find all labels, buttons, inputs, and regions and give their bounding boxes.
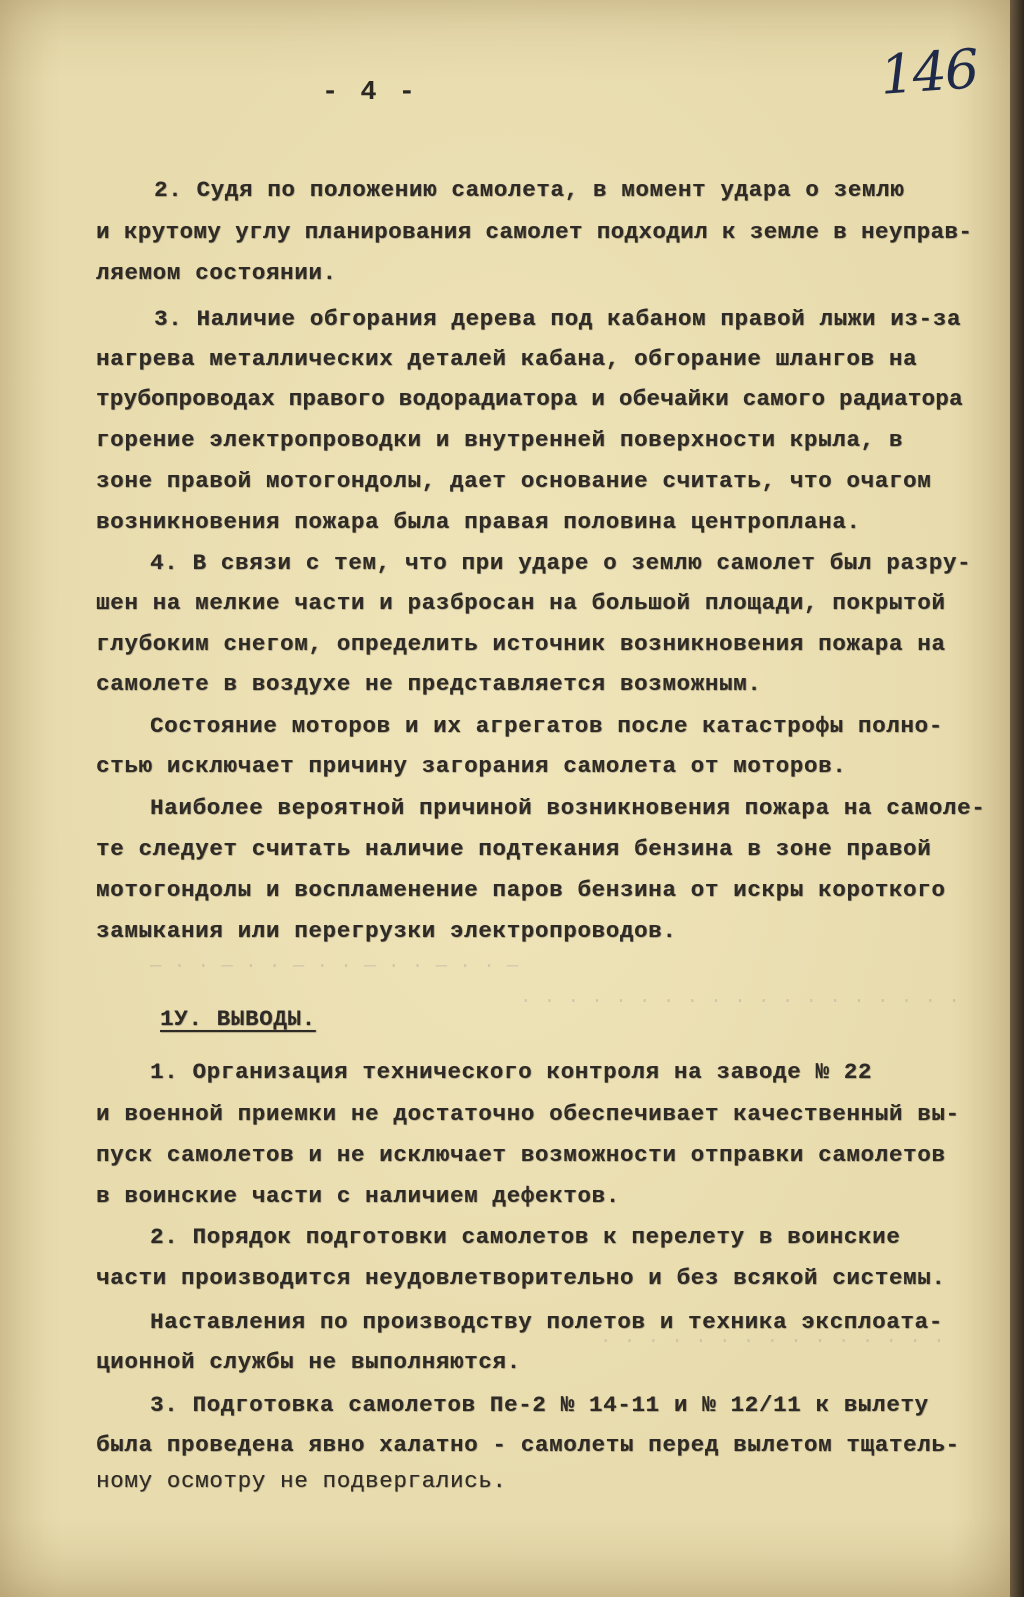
paragraph-line: и крутому углу планирования самолет подходил к земле в неуправ- — [96, 219, 973, 245]
paragraph-line: трубопроводах правого водорадиатора и обечайки самого радиатора — [96, 386, 963, 412]
paragraph-line: ному осмотру не подвергались. — [96, 1468, 507, 1494]
paragraph-line: зоне правой мотогондолы, дает основание считать, что очагом — [96, 468, 932, 494]
paragraph-line: 1. Организация технического контроля на заводе № 22 — [150, 1059, 873, 1085]
bleed-through-text: · · · · · · · · · · · · · · · — [600, 1330, 946, 1352]
paragraph-line: Наиболее вероятной причиной возникновения пожара на самоле- — [150, 795, 986, 821]
paragraph-line: те следует считать наличие подтекания бензина в зоне правой — [96, 836, 932, 862]
paragraph-line: ционной службы не выполняются. — [96, 1349, 521, 1375]
paragraph-line: шен на мелкие части и разбросан на большой площади, покрытой — [96, 590, 946, 616]
archive-page-stamp: 146 — [878, 37, 980, 107]
paragraph-line: 2. Судя по положению самолета, в момент удара о землю — [154, 177, 905, 203]
paragraph-line: Состояние моторов и их агрегатов после катастрофы полно- — [150, 713, 943, 739]
paragraph-line: была проведена явно халатно - самолеты перед вылетом тщатель- — [96, 1432, 960, 1458]
paragraph-line: самолете в воздухе не представляется возможным. — [96, 671, 762, 697]
paragraph-line: и военной приемки не достаточно обеспечивает качественный вы- — [96, 1101, 960, 1127]
paragraph-line: мотогондолы и воспламенение паров бензина от искры короткого — [96, 877, 946, 903]
paragraph-line: замыкания или перегрузки электропроводов. — [96, 918, 677, 944]
paragraph-line: нагрева металлических деталей кабана, обгорание шлангов на — [96, 346, 918, 372]
page-number: - 4 - — [321, 78, 418, 108]
paragraph-line: стью исключает причину загорания самолета от моторов. — [96, 753, 847, 779]
paragraph-line: ляемом состоянии. — [96, 260, 337, 286]
paragraph-line: Наставления по производству полетов и техника эксплоата- — [150, 1309, 943, 1335]
paragraph-line: 3. Подготовка самолетов Пе-2 № 14-11 и № 12/11 к вылету — [150, 1392, 929, 1418]
page-edge-shadow — [1010, 0, 1024, 1597]
paragraph-line: глубоким снегом, определить источник возникновения пожара на — [96, 631, 946, 657]
section-heading: 1У. ВЫВОДЫ. — [160, 1006, 316, 1032]
paragraph-line: части производится неудовлетворительно и без всякой системы. — [96, 1265, 946, 1291]
paragraph-line: в воинские части с наличием дефектов. — [96, 1183, 620, 1209]
paragraph-line: 2. Порядок подготовки самолетов к перелету в воинские — [150, 1224, 901, 1250]
paragraph-line: 4. В связи с тем, что при ударе о землю самолет был разру- — [150, 550, 972, 576]
paragraph-line: горение электропроводки и внутренней поверхности крыла, в — [96, 427, 904, 453]
bleed-through-text: · · · · · · · · · · · · · · · · · · · — [520, 990, 961, 1012]
paragraph-line: пуск самолетов и не исключает возможности отправки самолетов — [96, 1142, 946, 1168]
paragraph-line: 3. Наличие обгорания дерева под кабаном правой лыжи из-за — [154, 306, 962, 332]
bleed-through-text: — · · — · · — · · — · · — · · — — [150, 955, 519, 977]
paragraph-line: возникновения пожара была правая половина центроплана. — [96, 509, 861, 535]
